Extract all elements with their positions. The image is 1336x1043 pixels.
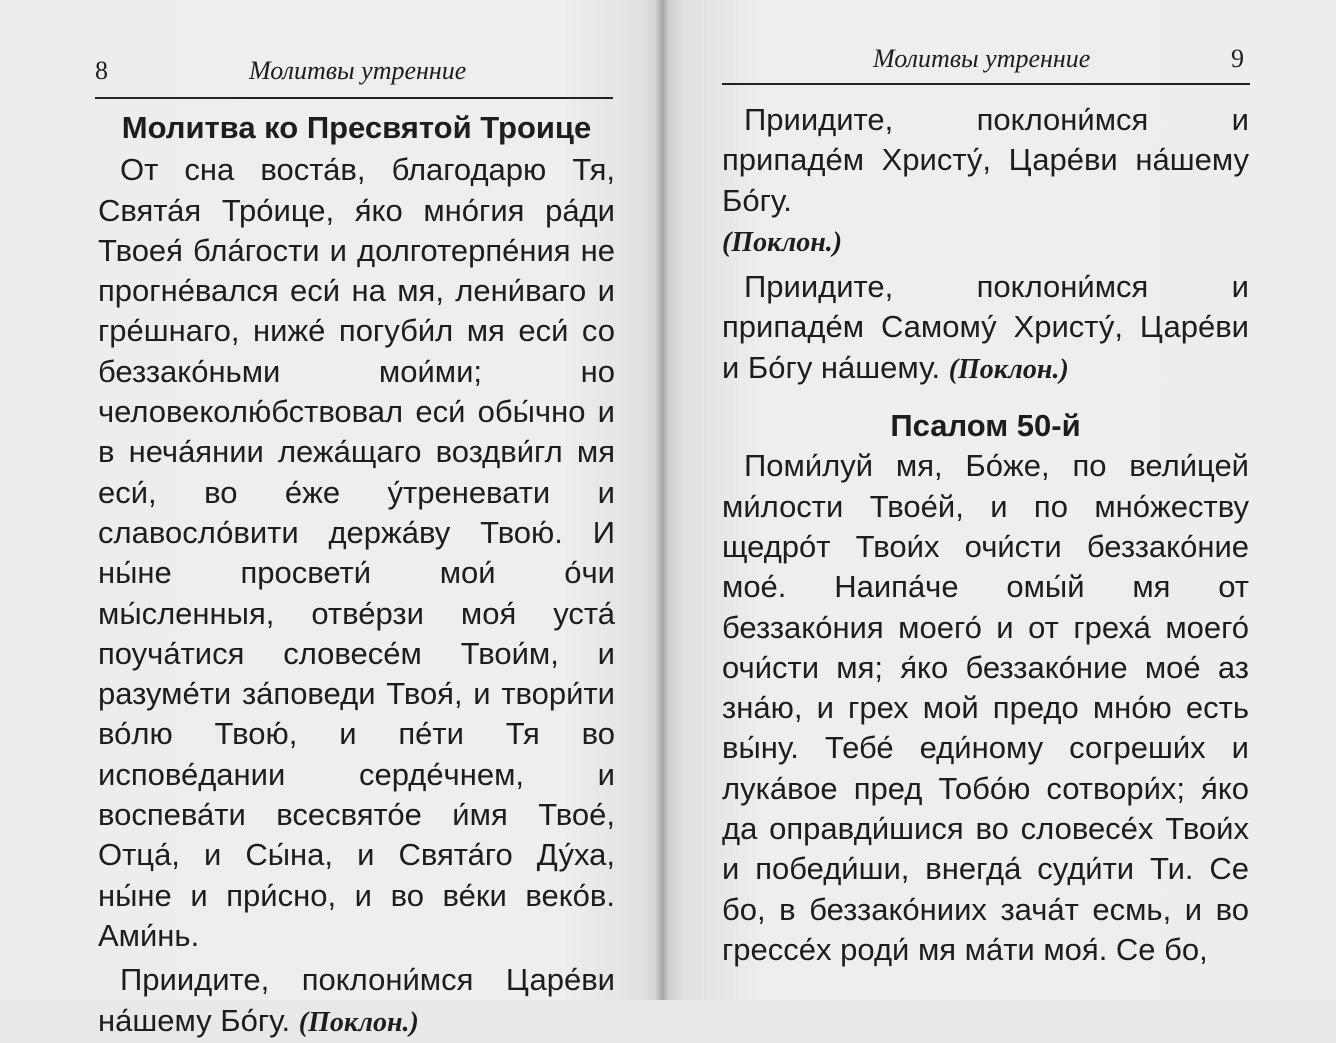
right-page — [662, 0, 1336, 1000]
verse-2 — [722, 267, 1249, 390]
right-running-title: Молитвы утренние — [873, 44, 1091, 73]
left-page-number: 8 — [95, 56, 108, 85]
right-page-number: 9 — [1231, 44, 1244, 73]
closing-paragraph — [98, 960, 615, 1043]
left-page — [0, 0, 662, 1038]
psalm-heading: Псалом 50-й — [890, 408, 1081, 444]
prayer-heading: Молитва ко Пресвятой Троице — [121, 110, 592, 145]
closing-rubric: (Поклон.) — [298, 1006, 419, 1038]
left-header-rule — [95, 97, 613, 99]
psalm-paragraph: Поми́луй мя, Бо́же, по вели́цей ми́лости Твое́й, и по мно́жеству щедро́т Твои́х очи́сти беззако́ние мое́. Наипа́че омы́й мя от беззако́ния моего́ и от греха́ моего́ очи́сти мя; я́ко беззако́ние мое́ аз зна́ю, и грех мой предо мно́ю есть вы́ну. Тебе́ еди́ному согреши́х и лука́вое пред Тобо́ю сотвори́х; я́ко да оправди́шися во словесе́х Твои́х и победи́ши, внегда́ суди́ти Ти. Се бо, в беззако́ниих зача́т есмь, и во грессе́х роди́ мя ма́ти моя́. Се бо, — [722, 448, 1249, 967]
verse-2-rubric: (Поклон.) — [948, 353, 1069, 385]
left-page-header — [95, 50, 613, 90]
right-header-rule — [722, 83, 1250, 85]
left-running-title: Молитвы утренние — [249, 56, 467, 85]
verse-1 — [722, 100, 1249, 263]
prayer-paragraph: От сна воста́в, благодарю Тя, Свята́я Тро́ице, я́ко мно́гия ра́ди Твоея́ бла́гости и долготерпе́ния не прогне́вался еси́ на мя, лени́ваго и гре́шнаго, ниже́ погуби́л мя еси́ со беззако́ньми мои́ми; но человеколю́бствовал еси́ обы́чно и в неча́янии лежа́щаго воздви́гл мя еси́, во е́же у́треневати и славосло́вити держа́ву Твою́. И ны́не просвети́ мои́ о́чи мы́сленныя, отве́рзи моя́ уста́ поуча́тися словесе́м Твои́м, и разуме́ти за́поведи Твоя́, и твори́ти во́лю Твою́, и пе́ти Тя во испове́дании серде́чнем, и воспева́ти всесвято́е и́мя Твое́, Отца́, и Сы́на, и Свята́го Ду́ха, ны́не и при́сно, и во ве́ки веко́в. Ами́нь. — [98, 152, 615, 953]
verse-1-text: Приидите, поклони́мся и припаде́м Христу́, Царе́ви на́шему Бо́гу. — [722, 102, 1249, 218]
closing-text: Приидите, поклони́мся Царе́ви на́шему Бо́гу. — [98, 962, 615, 1038]
right-page-content — [722, 100, 1249, 970]
verse-2-text: Приидите, поклони́мся и припаде́м Самому́ Христу́, Царе́ви и Бо́гу на́шему. — [722, 269, 1249, 385]
verse-1-rubric: (Поклон.) — [722, 226, 843, 258]
left-page-content — [98, 108, 615, 1043]
